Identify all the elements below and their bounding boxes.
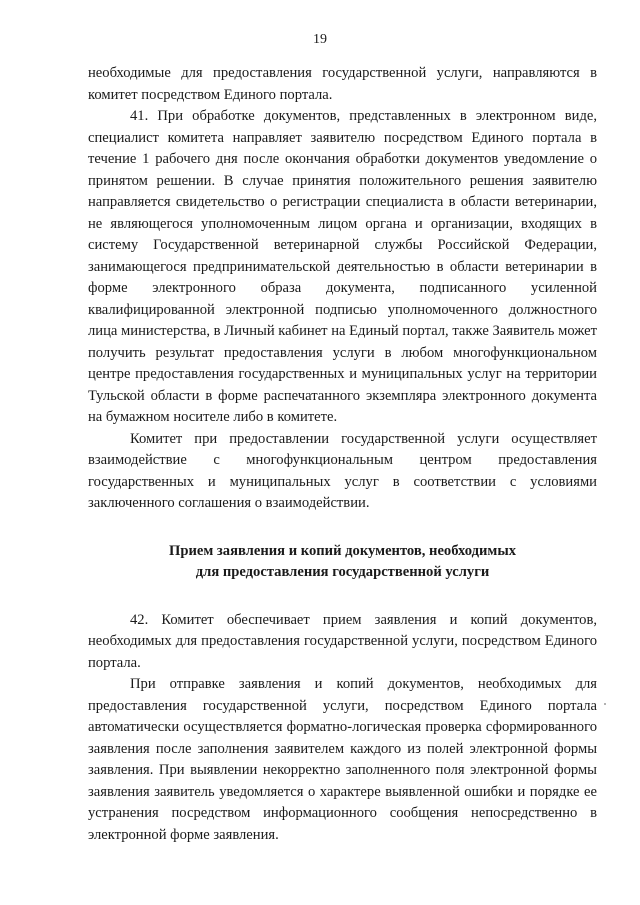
- document-body: [88, 63, 597, 846]
- scan-dot-mark: [604, 703, 606, 705]
- section-heading: [88, 541, 597, 583]
- section-heading-line-1: Прием заявления и копий документов, необходимых: [168, 542, 517, 559]
- paragraph-42: 42. Комитет обеспечивает прием заявления и копий документов, необходимых для предоставления государственной услуги, посредством Единого портала.: [88, 611, 597, 671]
- paragraph-41: 41. При обработке документов, представленных в электронном виде, специалист комитета направляет заявителю посредством Единого портала в течение 1 рабочего дня после окончания обработки документов уведомление о принятом решении. В случае принятия положительного решения заявителю направляется свидетельство о регистрации специалиста в области ветеринарии, не являющегося уполномоченным лицом органа и организации, входящих в систему Государственной ветеринарной службы Российской Федерации, занимающегося предпринимательской деятельностью в области ветеринарии в форме электронного образа документа, подписанного усиленной квалифицированной электронной подписью уполномоченного должностного лица министерства, в Личный кабинет на Единый портал, также Заявитель может получить результат предоставления услуги в любом многофункциональном центре предоставления государственных и муниципальных услуг на территории Тульской области в форме распечатанного экземпляра электронного документа на бумажном носителе либо в комитете.: [88, 108, 598, 425]
- paragraph-continuation: необходимые для предоставления государственной услуги, направляются в комитет посредством Единого портала.: [88, 65, 597, 103]
- paragraph-41-interaction: Комитет при предоставлении государственной услуги осуществляет взаимодействие с многофункциональным центром предоставления государственных и муниципальных услуг в соответствии с условиями заключенного соглашения о взаимодействии.: [88, 430, 597, 511]
- page-number: 19: [313, 32, 327, 47]
- section-heading-line-2: для предоставления государственной услуги: [195, 563, 490, 580]
- paragraph-42-validation: При отправке заявления и копий документов, необходимых для предоставления государственной услуги, посредством Единого портала автоматически осуществляется форматно-логическая проверка сформированного заявления после заполнения заявителем каждого из полей электронной формы заявления. При выявлении некорректно заполненного поля электронной формы заявления заявитель уведомляется о характере выявленной ошибки и порядке ее устранения посредством информационного сообщения непосредственно в электронной форме заявления.: [88, 676, 597, 843]
